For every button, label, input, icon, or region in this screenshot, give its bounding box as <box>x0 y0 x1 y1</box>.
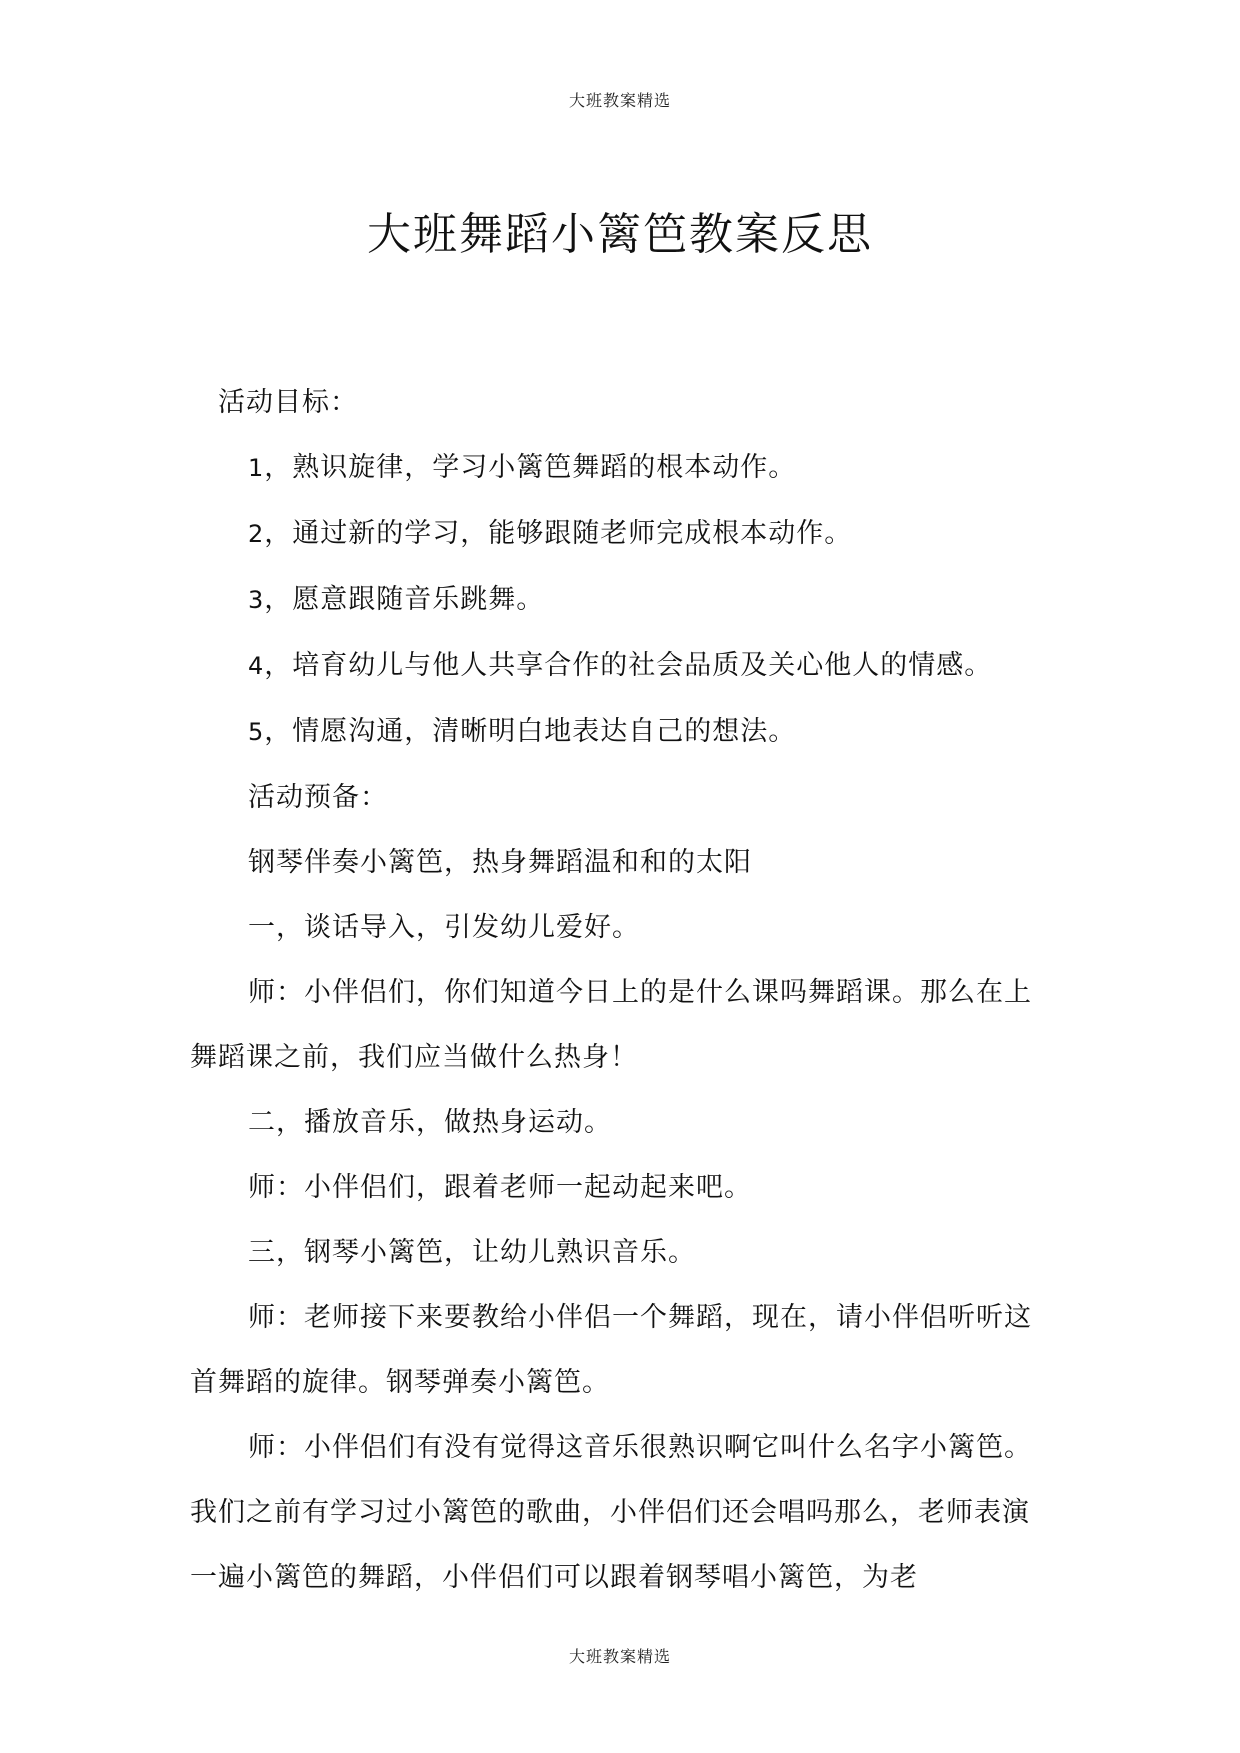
goal-item <box>190 699 1050 765</box>
step-heading: 一，谈话导入，引发幼儿爱好。 <box>248 912 640 943</box>
goal-number: 5 <box>248 718 265 746</box>
goal-text: ，培育幼儿与他人共享合作的社会品质及关心他人的情感。 <box>264 650 993 681</box>
goal-number: 2 <box>248 520 265 548</box>
teacher-line: 师：小伴侣们，跟着老师一起动起来吧。 <box>248 1172 752 1203</box>
teacher-line: 师：小伴侣们有没有觉得这音乐很熟识啊它叫什么名字小篱笆。我们之前有学习过小篱笆的歌曲，小伴侣们还会唱吗那么，老师表演一遍小篱笆的舞蹈，小伴侣们可以跟着钢琴唱小篱笆，为老 <box>190 1432 1032 1593</box>
page-header: 大班教案精选 <box>568 91 671 110</box>
teacher-line: 师：小伴侣们，你们知道今日上的是什么课吗舞蹈课。那么在上舞蹈课之前，我们应当做什么热身！ <box>190 977 1032 1073</box>
goal-number: 1 <box>248 454 265 482</box>
step-heading: 三，钢琴小篱笆，让幼儿熟识音乐。 <box>248 1237 696 1268</box>
goal-text: ，情愿沟通，清晰明白地表达自己的想法。 <box>264 716 797 747</box>
goal-item <box>190 435 1050 501</box>
goal-number: 3 <box>248 586 265 614</box>
goal-item <box>190 501 1050 567</box>
goal-number: 4 <box>248 652 265 680</box>
document-body <box>190 370 1050 1610</box>
goal-text: ，熟识旋律，学习小篱笆舞蹈的根本动作。 <box>264 452 797 483</box>
goal-text: ，愿意跟随音乐跳舞。 <box>264 584 545 615</box>
page-footer: 大班教案精选 <box>568 1647 671 1666</box>
goal-item <box>190 567 1050 633</box>
teacher-line: 师：老师接下来要教给小伴侣一个舞蹈，现在，请小伴侣听听这首舞蹈的旋律。钢琴弹奏小篱笆。 <box>190 1302 1032 1398</box>
goal-text: ，通过新的学习，能够跟随老师完成根本动作。 <box>264 518 853 549</box>
document-title: 大班舞蹈小篱笆教案反思 <box>367 209 873 260</box>
prep-heading: 活动预备： <box>248 782 388 813</box>
goals-heading: 活动目标： <box>218 387 358 418</box>
prep-text: 钢琴伴奏小篱笆，热身舞蹈温和和的太阳 <box>248 847 752 878</box>
step-heading: 二，播放音乐，做热身运动。 <box>248 1107 612 1138</box>
goal-item <box>190 633 1050 699</box>
